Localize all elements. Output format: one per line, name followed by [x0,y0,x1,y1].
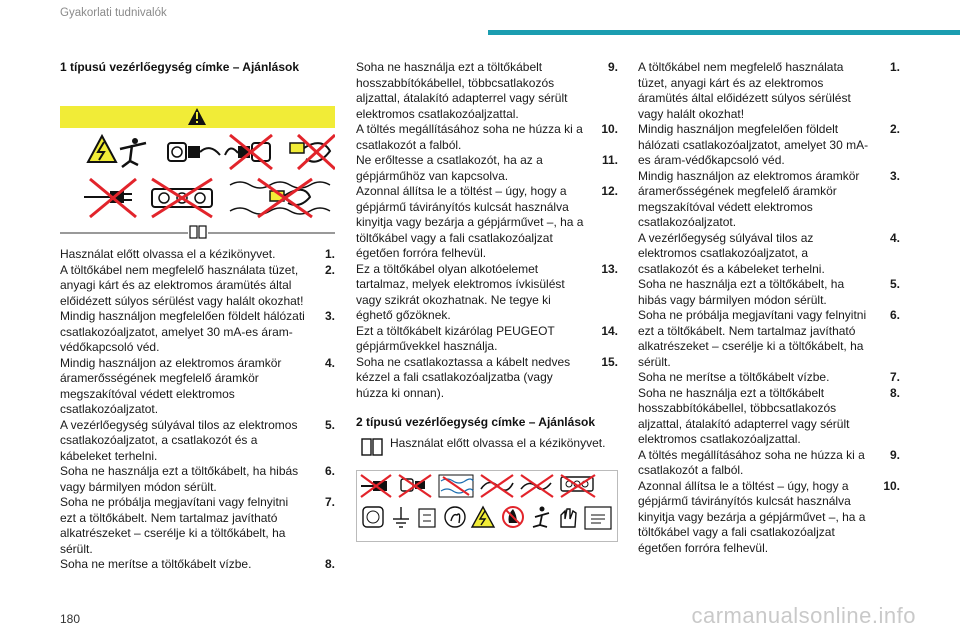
list-item: Soha ne használja ezt a töltőkábelt hosszabbítókábellel, többcsatlakozós aljzattal, átalakító adapterrel vagy sérült elektromos csatlakozóaljzattal. 9. [356,60,618,121]
water-icon [439,475,473,497]
socket-icon [363,507,383,527]
list-item: Azonnal állítsa le a töltést – úgy, hogy a gépjármű távirányítós kulcsát használva kinyitja vagy bezárja a gépjárművet –, ha a töltőkábel vagy a fali csatlakozóaljzat égetően forróra felhevül. 12. [356,184,618,260]
header-accent-bar [488,30,960,35]
multi-socket-prohibited-icon [561,475,595,497]
list-item: Soha ne próbálja megjavítani vagy felnyitni ezt a töltőkábelt. Nem tartalmaz javítható alkatrészeket – cserélje ki a töltőkábelt, ha sérült. 6. [638,308,900,369]
list-item: Soha ne használja ezt a töltőkábelt, ha hibás vagy bármilyen módon sérült. 6. [60,464,335,494]
list-item: Mindig használjon az elektromos áramkör áramerősségének megfelelő áramkör megszakítóval védett elektromos csatlakozóaljzatot. 4. [60,355,335,416]
book-icon [356,436,390,458]
list-item: Ezt a töltőkábelt kizárólag PEUGEOT gépjárművekkel használja. 14. [356,323,618,353]
extension-prohibited-icon [481,475,513,497]
column-1 [60,60,335,573]
list-item: A töltőkábel nem megfelelő használata tüzet, anyagi kárt és az elektromos áramütés által előidézett súlyos sérülést vagy halált okozhat! 1. [638,60,900,121]
hot-surface-icon [445,507,465,527]
section-title-type2: 2 típusú vezérlőegység címke – Ajánlások [356,415,595,429]
list-item: A töltés megállításához soha ne húzza ki a csatlakozót a falból. 9. [638,447,900,477]
socket-plug-prohibited-icon [399,475,431,497]
type1-label-illustration [60,83,335,235]
type1-recommendation-list [60,247,335,573]
watermark: carmanualsonline.info [691,603,916,628]
socket-plug-icon [168,143,220,161]
column-2 [356,60,618,542]
extension-cord-prohibited-icon [290,135,335,169]
list-item: Ne erőltesse a csatlakozót, ha az a gépjárműhöz van kapcsolva. 11. [356,153,618,183]
list-item: A töltés megállításához soha ne húzza ki a csatlakozót a falból. 10. [356,122,618,152]
list-item: Ez a töltőkábel olyan alkotóelemet tartalmaz, melyek elektromos ívkisülést vagy szikrát okozhatnak. Ne tegye ki éghető gőzöknek. 13. [356,261,618,322]
list-item: A vezérlőegység súlyával tilos az elektromos csatlakozóaljzatot, a csatlakozót és a kábeleket terhelni. 4. [638,230,900,276]
read-manual-text: Használat előtt olvassa el a kézikönyvet. [390,436,606,450]
list-item: Mindig használjon az elektromos áramkör áramerősségének megfelelő áramkör megszakítóval védett elektromos csatlakozóaljzatot. 3. [638,168,900,229]
plug-in-socket-prohibited-icon [225,135,272,169]
list-item: Azonnal állítsa le a töltést – úgy, hogy a gépjármű távirányítós kulcsát használva kinyitja vagy bezárja a gépjárművet –, ha a töltőkábel vagy a fali csatlakozóaljzat égetően forróra felhevül. 10. [638,478,900,555]
list-item: Soha ne merítse a töltőkábelt vízbe. 8. [60,557,335,571]
fall-hazard-icon [533,507,549,528]
type2-label-illustration [356,470,618,542]
list-item: Soha ne merítse a töltőkábelt vízbe. 7. [638,370,900,384]
type2-recommendation-list [638,60,900,556]
type2-label-icons [357,471,617,541]
info-label-icon [585,507,611,529]
breaker-icon [419,509,435,527]
fire-prohibited-icon [503,507,523,527]
hand-icon [561,509,576,527]
list-item: A töltőkábel nem megfelelő használata tüzet, anyagi kárt és az elektromos áramütés által előidézett súlyos sérülést vagy halált okozhat! 2. [60,262,335,308]
type1-recommendation-list-continued [356,60,618,401]
warning-triangle-icon [188,108,206,125]
cable-prohibited-icon [521,475,553,497]
list-item: Soha ne csatlakoztassa a kábelt nedves kézzel a fali csatlakozóaljzatba (vagy húzza ki onnan). 15. [356,354,618,400]
label-icons [60,83,335,243]
electric-shock-icon [88,136,116,162]
section-title-type1: 1 típusú vezérlőegység címke – Ajánlások [60,60,299,74]
electric-shock-icon [472,507,494,527]
column-3 [638,60,900,556]
book-icon [188,224,208,240]
ground-icon [393,507,409,527]
read-manual-note [356,436,618,458]
list-item: Mindig használjon megfelelően földelt hálózati csatlakozóaljzatot, amelyet 30 mA-es áram-védőkapcsoló véd. 2. [638,122,900,167]
list-item: A vezérlőegység súlyával tilos az elektromos csatlakozóaljzatot, a csatlakozót és a kábeleket terhelni. 5. [60,417,335,463]
plug-cable-prohibited-icon [84,179,136,217]
list-item: Soha ne próbálja megjavítani vagy felnyitni ezt a töltőkábelt. Nem tartalmaz javítható alkatrészeket – cserélje ki a töltőkábelt, ha sérült. 7. [60,495,335,556]
page-number: 180 [60,612,81,626]
page-header-title: Gyakorlati tudnivalók [60,7,167,19]
plug-prohibited-icon [361,475,391,497]
list-item: Soha ne használja ezt a töltőkábelt, ha hibás vagy bármilyen módon sérült. 5. [638,277,900,307]
list-item: Használat előtt olvassa el a kézikönyvet. 1. [60,247,335,261]
person-shock-icon [120,138,146,167]
multi-socket-prohibited-icon [152,179,212,217]
list-item: Mindig használjon megfelelően földelt hálózati csatlakozóaljzatot, amelyet 30 mA-es áram-védőkapcsoló véd. 3. [60,309,335,354]
list-item: Soha ne használja ezt a töltőkábelt hosszabbítókábellel, többcsatlakozós aljzattal, átalakító adapterrel vagy sérült elektromos csatlakozóaljzattal. 8. [638,385,900,446]
water-cable-prohibited-icon [230,179,330,217]
